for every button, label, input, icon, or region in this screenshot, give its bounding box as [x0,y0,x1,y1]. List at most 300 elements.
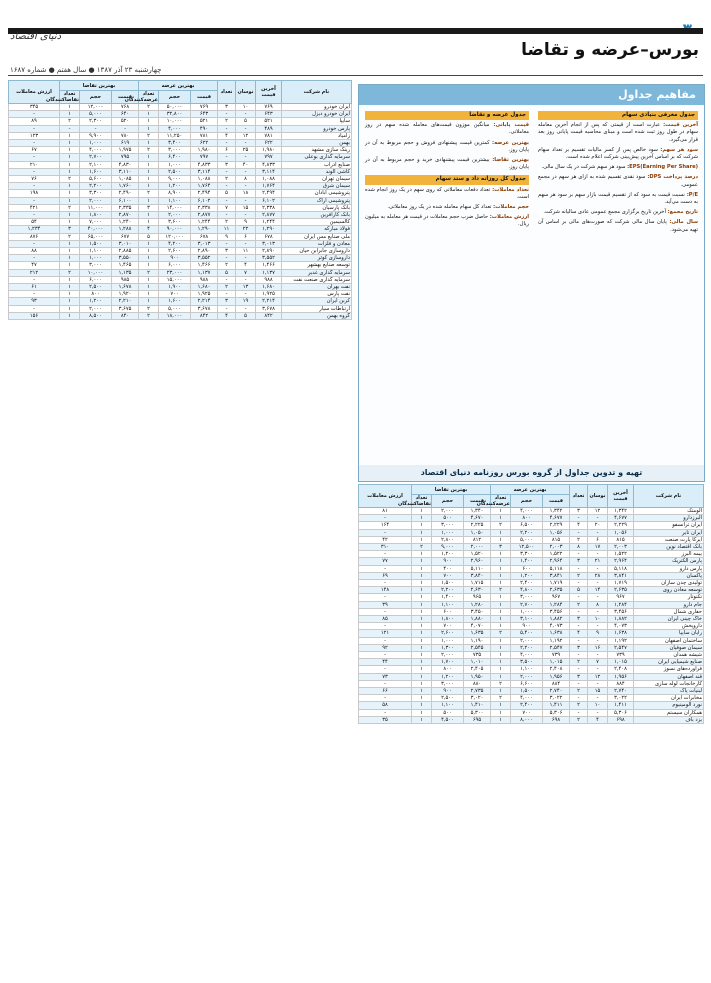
company-name-cell: داروسازی جابرابن حیان [282,248,352,255]
company-name-cell: فرآورده‌های نسوز [634,666,704,673]
company-name-cell: بهمن [282,140,352,147]
company-name-cell: سرمایه گذاری غدیر [282,269,352,276]
value-cell: ۱۱,۰۰۰ [80,204,112,211]
value-cell: ۶۴۰ [112,111,139,118]
value-cell: ۹,۹۰۰ [80,132,112,139]
company-name-cell: ایرکا پارت صنعت [634,536,704,543]
value-cell: ۱ [491,616,511,623]
value-cell: ۸ [236,176,256,183]
value-cell: ۴ [236,262,256,269]
concept-term: ارزش معاملات: [489,214,529,221]
company-name-cell: کربن ایران [282,298,352,305]
value-cell: ۵۰,۰۰۰ [159,104,191,111]
table-row [9,312,352,319]
value-cell: ۴,۰۰۰ [159,125,191,132]
value-cell: ۶۷ [9,147,60,154]
value-cell: ۱ [60,298,80,305]
value-cell: ۱ [412,572,432,579]
concept-text: میانگین موزون قیمت‌های معامله شده سهم در روز معاملاتی. [365,122,529,136]
value-cell: ۳۲,۸۰۰ [159,111,191,118]
value-cell: ۱,۸۸۲ [543,616,570,623]
table-row [9,161,352,168]
value-cell: ۱ [139,140,159,147]
value-cell: ۸۸۰ [464,680,491,687]
value-cell: ۶۹ [359,572,412,579]
value-cell: - [9,305,60,312]
value-cell: ۱,۵۰۰ [80,240,112,247]
col-offer-group: بهترین عرضه [491,485,570,495]
value-cell: ۱ [60,212,80,219]
value-cell: ۱۹۸ [9,190,60,197]
value-cell: ۶,۵۰۰ [511,522,543,529]
company-name-cell: رینگ سازی مشهد [282,147,352,154]
value-cell: ۱ [412,623,432,630]
value-cell: ۶۵,۰۰۰ [80,233,112,240]
table-row [359,709,704,716]
value-cell: ۱,۴۰۰ [511,558,543,565]
concept-term: بهترین تقاضا: [492,157,529,164]
value-cell: ۱,۱۰۰ [432,702,464,709]
value-cell: ۲,۵۰۰ [159,168,191,175]
value-cell: - [9,291,60,298]
value-cell: ۲,۴۰۰ [511,580,543,587]
concept-item [365,140,529,154]
value-cell: ۶۷۸ [256,233,282,240]
company-name-cell: داروسازی کوثر [282,255,352,262]
value-cell: ۴۲۱ [9,204,60,211]
value-cell: ۳,۰۲۰ [464,695,491,702]
value-cell: ۵ [218,269,236,276]
value-cell: - [9,140,60,147]
concept-text: تعداد کل سهام معامله شده در یک روز معاملاتی. [387,204,492,211]
table-row [359,673,704,680]
company-name-cell: رایان سایپا [634,630,704,637]
table-row [359,688,704,695]
concept-item [365,122,529,136]
value-cell: ۱ [491,673,511,680]
value-cell: ۱ [60,219,80,226]
value-cell: ۲,۰۰۰ [80,305,112,312]
value-cell: ۲۰ [588,522,608,529]
value-cell: ۷۳ [359,673,412,680]
value-cell: ۱ [491,608,511,615]
value-cell: ۱,۰۰۰ [432,529,464,536]
value-cell: ۴,۸۳۰ [112,161,139,168]
value-cell: - [570,652,588,659]
value-cell: ۱,۲۰۰ [511,572,543,579]
value-cell: ۶۷۷ [112,233,139,240]
value-cell: ۹۶۵ [464,594,491,601]
value-cell: ۲,۲۲۹ [608,522,634,529]
value-cell: ۹۰۰ [432,688,464,695]
value-cell: ۱,۲۸۴ [608,601,634,608]
table-row [9,233,352,240]
value-cell: ۲۱۲ [9,269,60,276]
value-cell: ۲,۳۳۵ [112,204,139,211]
value-cell: ۱ [139,248,159,255]
value-cell: ۲ [491,680,511,687]
value-cell: ۱ [60,161,80,168]
value-cell: ۸,۰۰۰ [511,716,543,723]
table-row [359,536,704,543]
value-cell: ۳,۸۴۱ [543,572,570,579]
company-name-cell: تولیدی چدن سازان [634,580,704,587]
value-cell: ۴,۵۰۰ [432,716,464,723]
value-cell: ۲ [139,312,159,319]
value-cell: ۱ [60,240,80,247]
value-cell: ۸۰۰ [432,666,464,673]
value-cell: ۱,۷۶۴ [191,183,218,190]
value-cell: ۱,۲۰۰ [432,551,464,558]
value-cell: - [588,608,608,615]
value-cell: ۵,۰۰۰ [80,111,112,118]
value-cell: - [359,594,412,601]
value-cell: ۷,۰۰۰ [80,219,112,226]
value-cell: ۱,۴۱۱ [608,702,634,709]
value-cell: ۱,۲۹۰ [191,226,218,233]
value-cell: ۲,۶۳۰ [464,587,491,594]
value-cell: ۲ [570,572,588,579]
company-name-cell: ایران تایر [634,529,704,536]
value-cell: ۱,۶۳۸ [543,630,570,637]
value-cell: ۲ [139,132,159,139]
value-cell: - [236,291,256,298]
value-cell: ۲,۸۷۰ [112,212,139,219]
value-cell: ۳,۵۵۲ [191,255,218,262]
value-cell: ۱ [60,197,80,204]
value-cell: ۵ [139,233,159,240]
value-cell: - [359,652,412,659]
value-cell: ۲ [60,176,80,183]
value-cell: ۵,۱۱۸ [608,565,634,572]
value-cell: ۵ [236,312,256,319]
value-cell: - [588,565,608,572]
col-change: نوسان [588,485,608,508]
value-cell: ۵۲۱ [191,118,218,125]
value-cell: ۱,۹۰۰ [159,284,191,291]
company-name-cell: پتروشیمی اراک [282,197,352,204]
value-cell: ۱۱ [236,248,256,255]
value-cell: ۲,۵۴۷ [608,644,634,651]
value-cell: ۲,۰۰۰ [432,508,464,515]
value-cell: ۱ [139,197,159,204]
value-cell: ۵,۴۰۰ [511,630,543,637]
company-name-cell: داروپخش [634,623,704,630]
value-cell: - [588,515,608,522]
value-cell: ۱,۲۴۰ [112,219,139,226]
company-name-cell: خاک چینی ایران [634,616,704,623]
company-name-cell: آلومتک [634,508,704,515]
value-cell: ۴,۸۳۳ [191,161,218,168]
value-cell: ۹۰۰ [432,558,464,565]
value-cell: ۱۲ [236,132,256,139]
value-cell: ۲ [491,630,511,637]
value-cell: ۱ [412,716,432,723]
table-row [359,666,704,673]
table-row [359,702,704,709]
table-row [9,125,352,132]
value-cell: ۸۱۵ [608,536,634,543]
value-cell: ۱ [60,276,80,283]
concept-text: بیشترین قیمت پیشنهادی خرید و حجم مربوط به آن در پایان روز. [365,157,529,171]
value-cell: ۲ [218,284,236,291]
value-cell: ۹,۰۰۰ [159,176,191,183]
concept-term: سود هر سهم: [660,146,698,153]
value-cell: ۳ [491,544,511,551]
table-row [9,262,352,269]
concept-text: کمترین قیمت پیشنهادی فروش و حجم مربوط به آن در پایان روز. [365,139,529,153]
value-cell: ۶۹۵ [464,716,491,723]
value-cell: ۱ [412,565,432,572]
value-cell: ۱,۴۶۶ [256,262,282,269]
value-cell: ۳,۴۵۶ [608,608,634,615]
value-cell: ۱ [60,111,80,118]
company-name-cell: توسعه معادن روی [634,587,704,594]
value-cell: ۲,۴۹۰ [112,190,139,197]
table-row [9,176,352,183]
value-cell: ۶۴۳ [191,111,218,118]
value-cell: - [9,183,60,190]
col-value: ارزش معاملات [9,81,60,104]
value-cell: ۶ [588,536,608,543]
value-cell: ۵,۶۰۰ [80,176,112,183]
concept-item [365,157,529,171]
value-cell: ۲ [60,233,80,240]
value-cell: ۱,۷۶۰ [112,183,139,190]
value-cell: - [588,529,608,536]
value-cell: ۱ [491,508,511,515]
value-cell: - [218,168,236,175]
value-cell: ۱ [412,702,432,709]
value-cell: ۲,۷۳۵ [464,688,491,695]
value-cell: ۲۵ [236,147,256,154]
table-row [9,140,352,147]
value-cell: ۴ [570,630,588,637]
value-cell: - [9,276,60,283]
value-cell: ۳,۰۱۳ [191,240,218,247]
value-cell: ۵,۳۰۶ [543,709,570,716]
table-row [9,269,352,276]
value-cell: ۴۰,۰۰۰ [80,226,112,233]
value-cell: ۷۸۱ [256,132,282,139]
value-cell: ۹۳ [9,298,60,305]
value-cell: ۱ [491,716,511,723]
concept-term: آخرین قیمت: [663,122,698,129]
table-row [9,132,352,139]
col-bid-n: تعداد تقاضاکنندگان [398,495,431,507]
value-cell: ۲,۲۰۰ [432,587,464,594]
value-cell: - [218,291,236,298]
table-row [359,572,704,579]
value-cell: ۱ [139,183,159,190]
value-cell: ۲,۹۶۴ [608,558,634,565]
value-cell: ۱ [139,240,159,247]
value-cell: ۲,۱۰۰ [80,161,112,168]
value-cell: ۱,۰۱۵ [608,659,634,666]
value-cell: ۱ [60,140,80,147]
value-cell: ۱۹ [236,298,256,305]
col-offer-price: قیمت [191,91,218,104]
value-cell: - [218,212,236,219]
company-name-cell: پارس خودرو [282,125,352,132]
table-row [9,111,352,118]
table-row [359,695,704,702]
value-cell: ۱۲ [588,673,608,680]
value-cell: ۷۹۷ [256,154,282,161]
value-cell: - [359,529,412,536]
value-cell: ۷۹۷ [191,154,218,161]
value-cell: ۱,۵۰۰ [432,580,464,587]
value-cell: ۱,۰۰۰ [432,637,464,644]
table-row [359,608,704,615]
value-cell: ۲,۰۰۰ [80,197,112,204]
value-cell: ۴,۰۰۰ [511,695,543,702]
value-cell: ۷۳۵ [464,652,491,659]
value-cell: ۲ [139,269,159,276]
col-bid-price: قیمت [464,495,491,508]
value-cell: - [218,140,236,147]
value-cell: ۱,۰۰۰ [511,608,543,615]
value-cell: ۳ [218,104,236,111]
value-cell: - [218,111,236,118]
col-value: ارزش معاملات [359,485,412,508]
value-cell: ۱۱ [218,226,236,233]
value-cell: ۲ [570,688,588,695]
table-row [9,240,352,247]
table-row [359,623,704,630]
company-name-cell: صنایع آذرآب [282,161,352,168]
col-offer-group: بهترین عرضه [139,81,218,91]
value-cell: ۱ [412,688,432,695]
value-cell: ۴ [588,716,608,723]
value-cell: ۱ [412,652,432,659]
value-cell: ۷۸۱ [191,132,218,139]
company-name-cell: ایران ترانسفو [634,522,704,529]
table-row [359,652,704,659]
company-name-cell: شیشه همدان [634,652,704,659]
value-cell: ۹۰۰ [511,623,543,630]
col-offer-n: تعداد عرضه‌کنندگان [124,91,158,103]
value-cell: ۸۱۲ [464,536,491,543]
value-cell: ۷۶۹ [191,104,218,111]
value-cell: ۶,۱۰۲ [256,197,282,204]
value-cell: ۱ [491,594,511,601]
value-cell: ۲ [60,204,80,211]
value-cell: ۴۰ [236,161,256,168]
value-cell: ۱ [139,262,159,269]
concept-text: سود هر سهم شرکت در یک سال مالی. [541,164,626,171]
company-name-cell: صنایع شیمیایی ایران [634,659,704,666]
value-cell: ۶,۱۰۰ [112,197,139,204]
value-cell: ۱,۲۰۰ [80,298,112,305]
concept-item [538,164,698,171]
value-cell: ۱,۹۲۵ [191,291,218,298]
value-cell: ۳ [218,248,236,255]
value-cell: ۵۲۰ [112,118,139,125]
value-cell: ۱,۵۲۲ [543,551,570,558]
concept-item [538,192,698,206]
value-cell: ۱ [60,291,80,298]
company-name-cell: فولاد مبارکه [282,226,352,233]
value-cell: ۴,۸۰۰ [511,587,543,594]
concept-term: درصد پرداخت DPS: [647,174,698,181]
value-cell: ۱۲,۵۰۰ [511,544,543,551]
value-cell: ۱ [491,529,511,536]
concepts-heading: مفاهیم جداول [359,85,704,105]
value-cell: ۱,۰۰۰ [159,161,191,168]
value-cell: ۲,۸۹۰ [191,248,218,255]
value-cell: ۱ [139,154,159,161]
value-cell: ۹۲ [359,644,412,651]
value-cell: ۸۵ [359,616,412,623]
value-cell: ۲ [491,695,511,702]
value-cell: ۲,۴۹۴ [191,190,218,197]
table-row [9,291,352,298]
value-cell: - [236,255,256,262]
value-cell: ۲ [218,176,236,183]
value-cell: ۳,۱۰۰ [511,616,543,623]
value-cell: ۱,۲۸۰ [464,601,491,608]
value-cell: ۲,۸۷۷ [256,212,282,219]
value-cell: ۵ [218,190,236,197]
value-cell: ۴۴ [359,659,412,666]
concept-text: سود خالص پس از کسر مالیات تقسیم بر تعداد سهام شرکت که بر اساس آخرین پیش‌بینی شرکت اعلام شده است. [538,146,698,161]
value-cell: ۱ [491,515,511,522]
value-cell: - [359,580,412,587]
company-name-cell: پتروشیمی آبادان [282,190,352,197]
value-cell: ۱ [60,312,80,319]
value-cell: ۱ [412,673,432,680]
value-cell: - [588,623,608,630]
company-name-cell: بیمه البرز [634,551,704,558]
company-name-cell: کارخانجات لوله سازی [634,680,704,687]
value-cell: ۳,۴۵۰ [464,608,491,615]
value-cell: - [9,197,60,204]
value-cell: ۴,۰۷۰ [464,623,491,630]
value-cell: ۲,۸۹۰ [256,248,282,255]
value-cell: ۷۶۹ [256,104,282,111]
value-cell: ۲,۰۰۰ [432,652,464,659]
value-cell: ۹ [236,219,256,226]
value-cell: ۱,۹۸۰ [256,147,282,154]
value-cell: - [570,515,588,522]
value-cell: - [588,580,608,587]
value-cell: ۱,۶۸۰ [191,284,218,291]
value-cell: ۴,۰۰۰ [511,652,543,659]
table-row [359,522,704,529]
value-cell: ۶ [218,147,236,154]
value-cell: ۳۴۵ [9,104,60,111]
company-name-cell: سیمان صوفیان [634,644,704,651]
value-cell: ۲,۰۰۰ [464,544,491,551]
company-name-cell: زامیاد [282,132,352,139]
value-cell: ۶۶ [359,688,412,695]
value-cell: ۱۴۸ [359,587,412,594]
value-cell: ۱ [139,176,159,183]
value-cell: ۱ [60,284,80,291]
value-cell: ۶۲۲ [256,140,282,147]
value-cell: ۵,۱۱۸ [543,565,570,572]
company-name-cell: جام دارو [634,601,704,608]
value-cell: ۳ [570,616,588,623]
value-cell: ۲,۶۰۰ [432,630,464,637]
value-cell: ۶۰۰ [511,565,543,572]
company-name-cell: ساختمان اصفهان [634,637,704,644]
value-cell: ۲,۸۰۰ [432,536,464,543]
concept-term: قیمت پایانی: [493,122,529,129]
company-name-cell: نفت پارس [282,291,352,298]
company-name-cell: بانک کارآفرین [282,212,352,219]
